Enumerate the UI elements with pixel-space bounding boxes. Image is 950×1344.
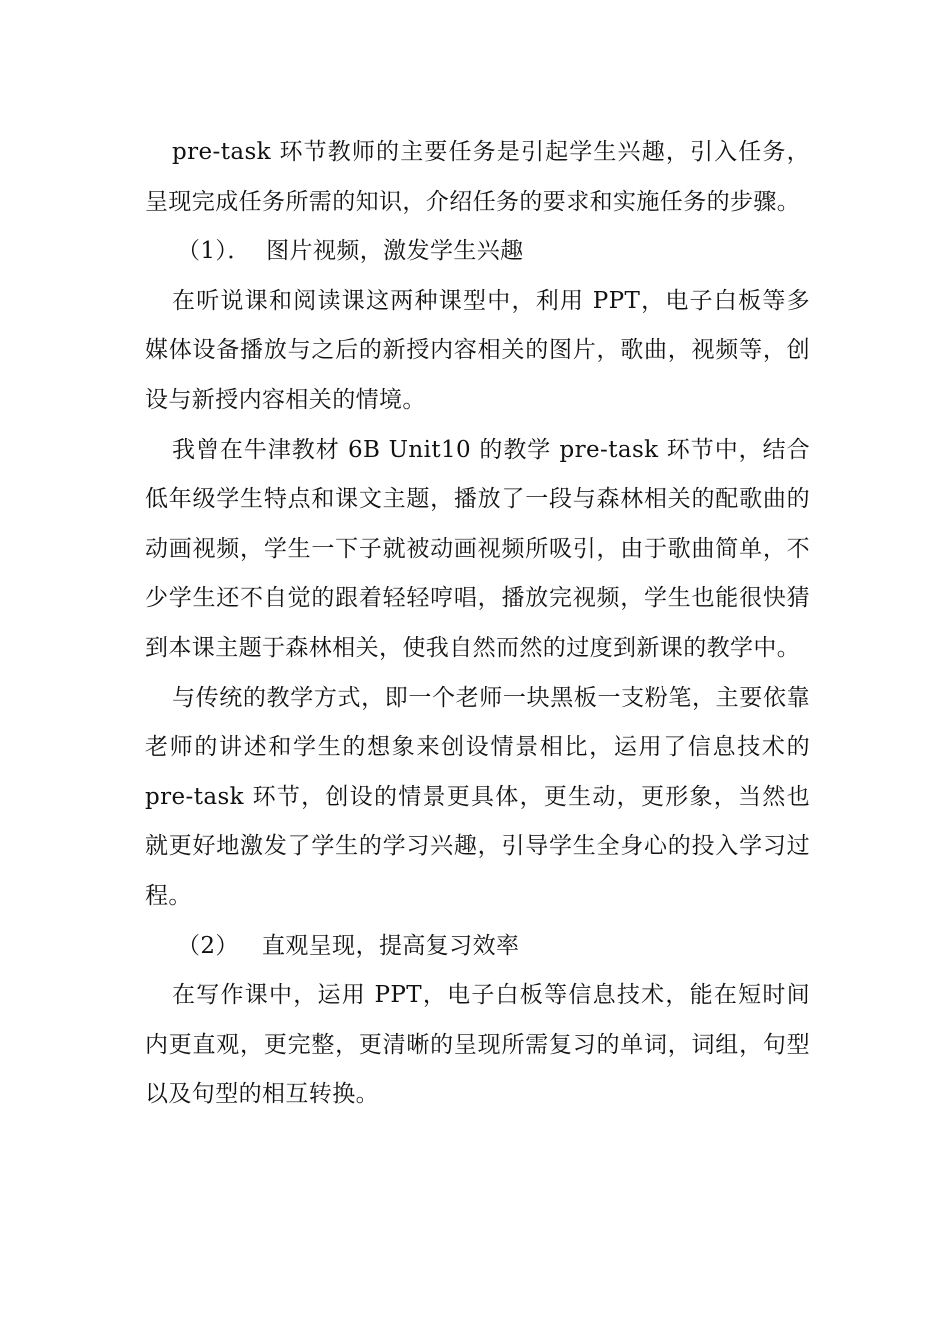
- paragraph-listening-reading: 在听说课和阅读课这两种课型中，利用 PPT，电子白板等多媒体设备播放与之后的新授内容相关的图片，歌曲，视频等，创设与新授内容相关的情境。: [145, 287, 810, 413]
- section-heading-2: （2） 直观呈现，提高复习效率: [177, 932, 520, 959]
- paragraph-traditional-comparison: 与传统的教学方式，即一个老师一块黑板一支粉笔，主要依靠老师的讲述和学生的想象来创设情景相比，运用了信息技术的 pre-task 环节，创设的情景更具体，更生动，更形象，当然也就更好地激发了学生的学习兴趣，引导学生全身心的投入学习过程。: [145, 684, 810, 909]
- document-body: [145, 128, 810, 1120]
- paragraph-pretask-intro: pre-task 环节教师的主要任务是引起学生兴趣，引入任务，呈现完成任务所需的知识，介绍任务的要求和实施任务的步骤。: [145, 139, 810, 215]
- paragraph-writing-class: 在写作课中，运用 PPT，电子白板等信息技术，能在短时间内更直观，更完整，更清晰的呈现所需复习的单词，词组，句型以及句型的相互转换。: [145, 982, 810, 1108]
- section-heading-1: （1）． 图片视频，激发学生兴趣: [177, 238, 524, 265]
- paragraph-unit10-example: 我曾在牛津教材 6B Unit10 的教学 pre-task 环节中，结合低年级学生特点和课文主题，播放了一段与森林相关的配歌曲的动画视频，学生一下子就被动画视频所吸引，由于歌曲简单，不少学生还不自觉的跟着轻轻哼唱，播放完视频，学生也能很快猜到本课主题于森林相关，使我自然而然的过度到新课的教学中。: [145, 436, 810, 661]
